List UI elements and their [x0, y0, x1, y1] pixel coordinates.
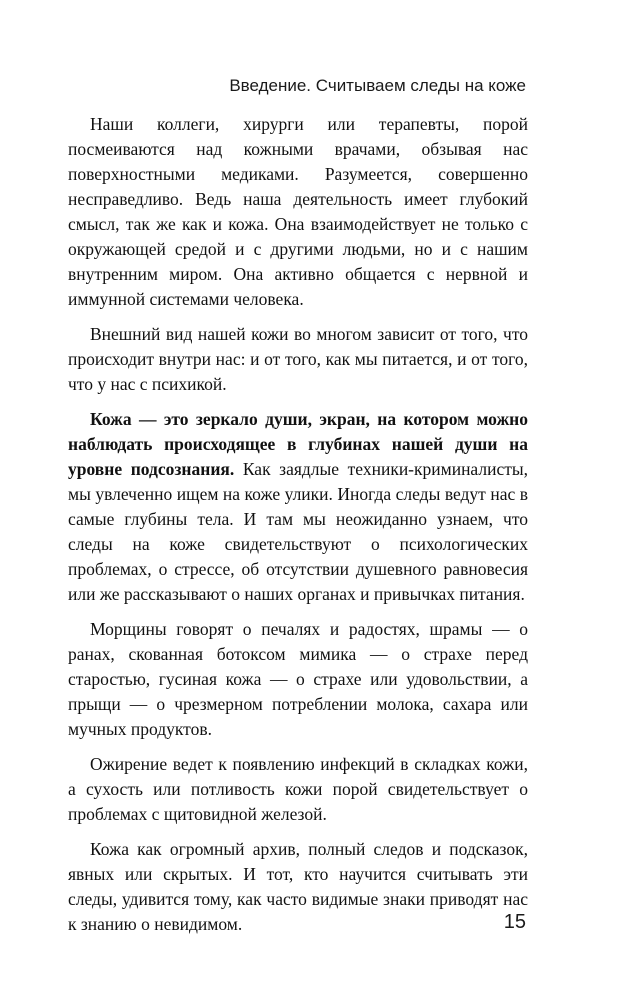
paragraph-1-text: Наши коллеги, хирурги или терапевты, порой посмеиваются над кожными врачами, обзывая нас поверхностными медиками. Разумеется, совершенно несправедливо. Ведь наша деятельность имеет глубокий смысл, так же как и кожа. Она взаимодействует не только с окружающей средой и с другими людьми, но и с нашим внутренним миром. Она активно общается с нервной и иммунной системами человека. — [68, 114, 528, 309]
paragraph-6 — [68, 837, 528, 937]
paragraph-4 — [68, 617, 528, 742]
paragraph-6-text: Кожа как огромный архив, полный следов и подсказок, явных или скрытых. И тот, кто научится считывать эти следы, удивится тому, как часто видимые знаки приводят нас к знанию о невидимом. — [68, 839, 528, 934]
paragraph-5-text: Ожирение ведет к появлению инфекций в складках кожи, а сухость или потливость кожи порой свидетельствует о проблемах с щитовидной железой. — [68, 754, 528, 824]
paragraph-2-text: Внешний вид нашей кожи во многом зависит от того, что происходит внутри нас: и от того, как мы питается, и от того, что у нас с психикой. — [68, 324, 528, 394]
paragraph-3 — [68, 407, 528, 607]
paragraph-2 — [68, 322, 528, 397]
body-text — [68, 112, 528, 947]
running-header: Введение. Считываем следы на коже — [229, 76, 526, 95]
paragraph-1 — [68, 112, 528, 312]
paragraph-4-text: Морщины говорят о печалях и радостях, шрамы — о ранах, скованная ботоксом мимика — о страхе перед старостью, гусиная кожа — о страхе или удовольствии, а прыщи — о чрезмерном потреблении молока, сахара или мучных продуктов. — [68, 619, 528, 739]
paragraph-3-text: Как заядлые техники-криминалисты, мы увлеченно ищем на коже улики. Иногда следы ведут нас в самые глубины тела. И там мы неожиданно узнаем, что следы на коже свидетельствуют о психологических проблемах, о стрессе, об отсутствии душевного равновесия или же рассказывают о наших органах и привычках питания. — [68, 459, 528, 604]
paragraph-3-bold-lead: Кожа — это зеркало души, экран, на котором можно наблюдать происходящее в глубинах нашей души на уровне подсознания. — [68, 409, 528, 479]
paragraph-5 — [68, 752, 528, 827]
page-number: 15 — [503, 911, 526, 933]
